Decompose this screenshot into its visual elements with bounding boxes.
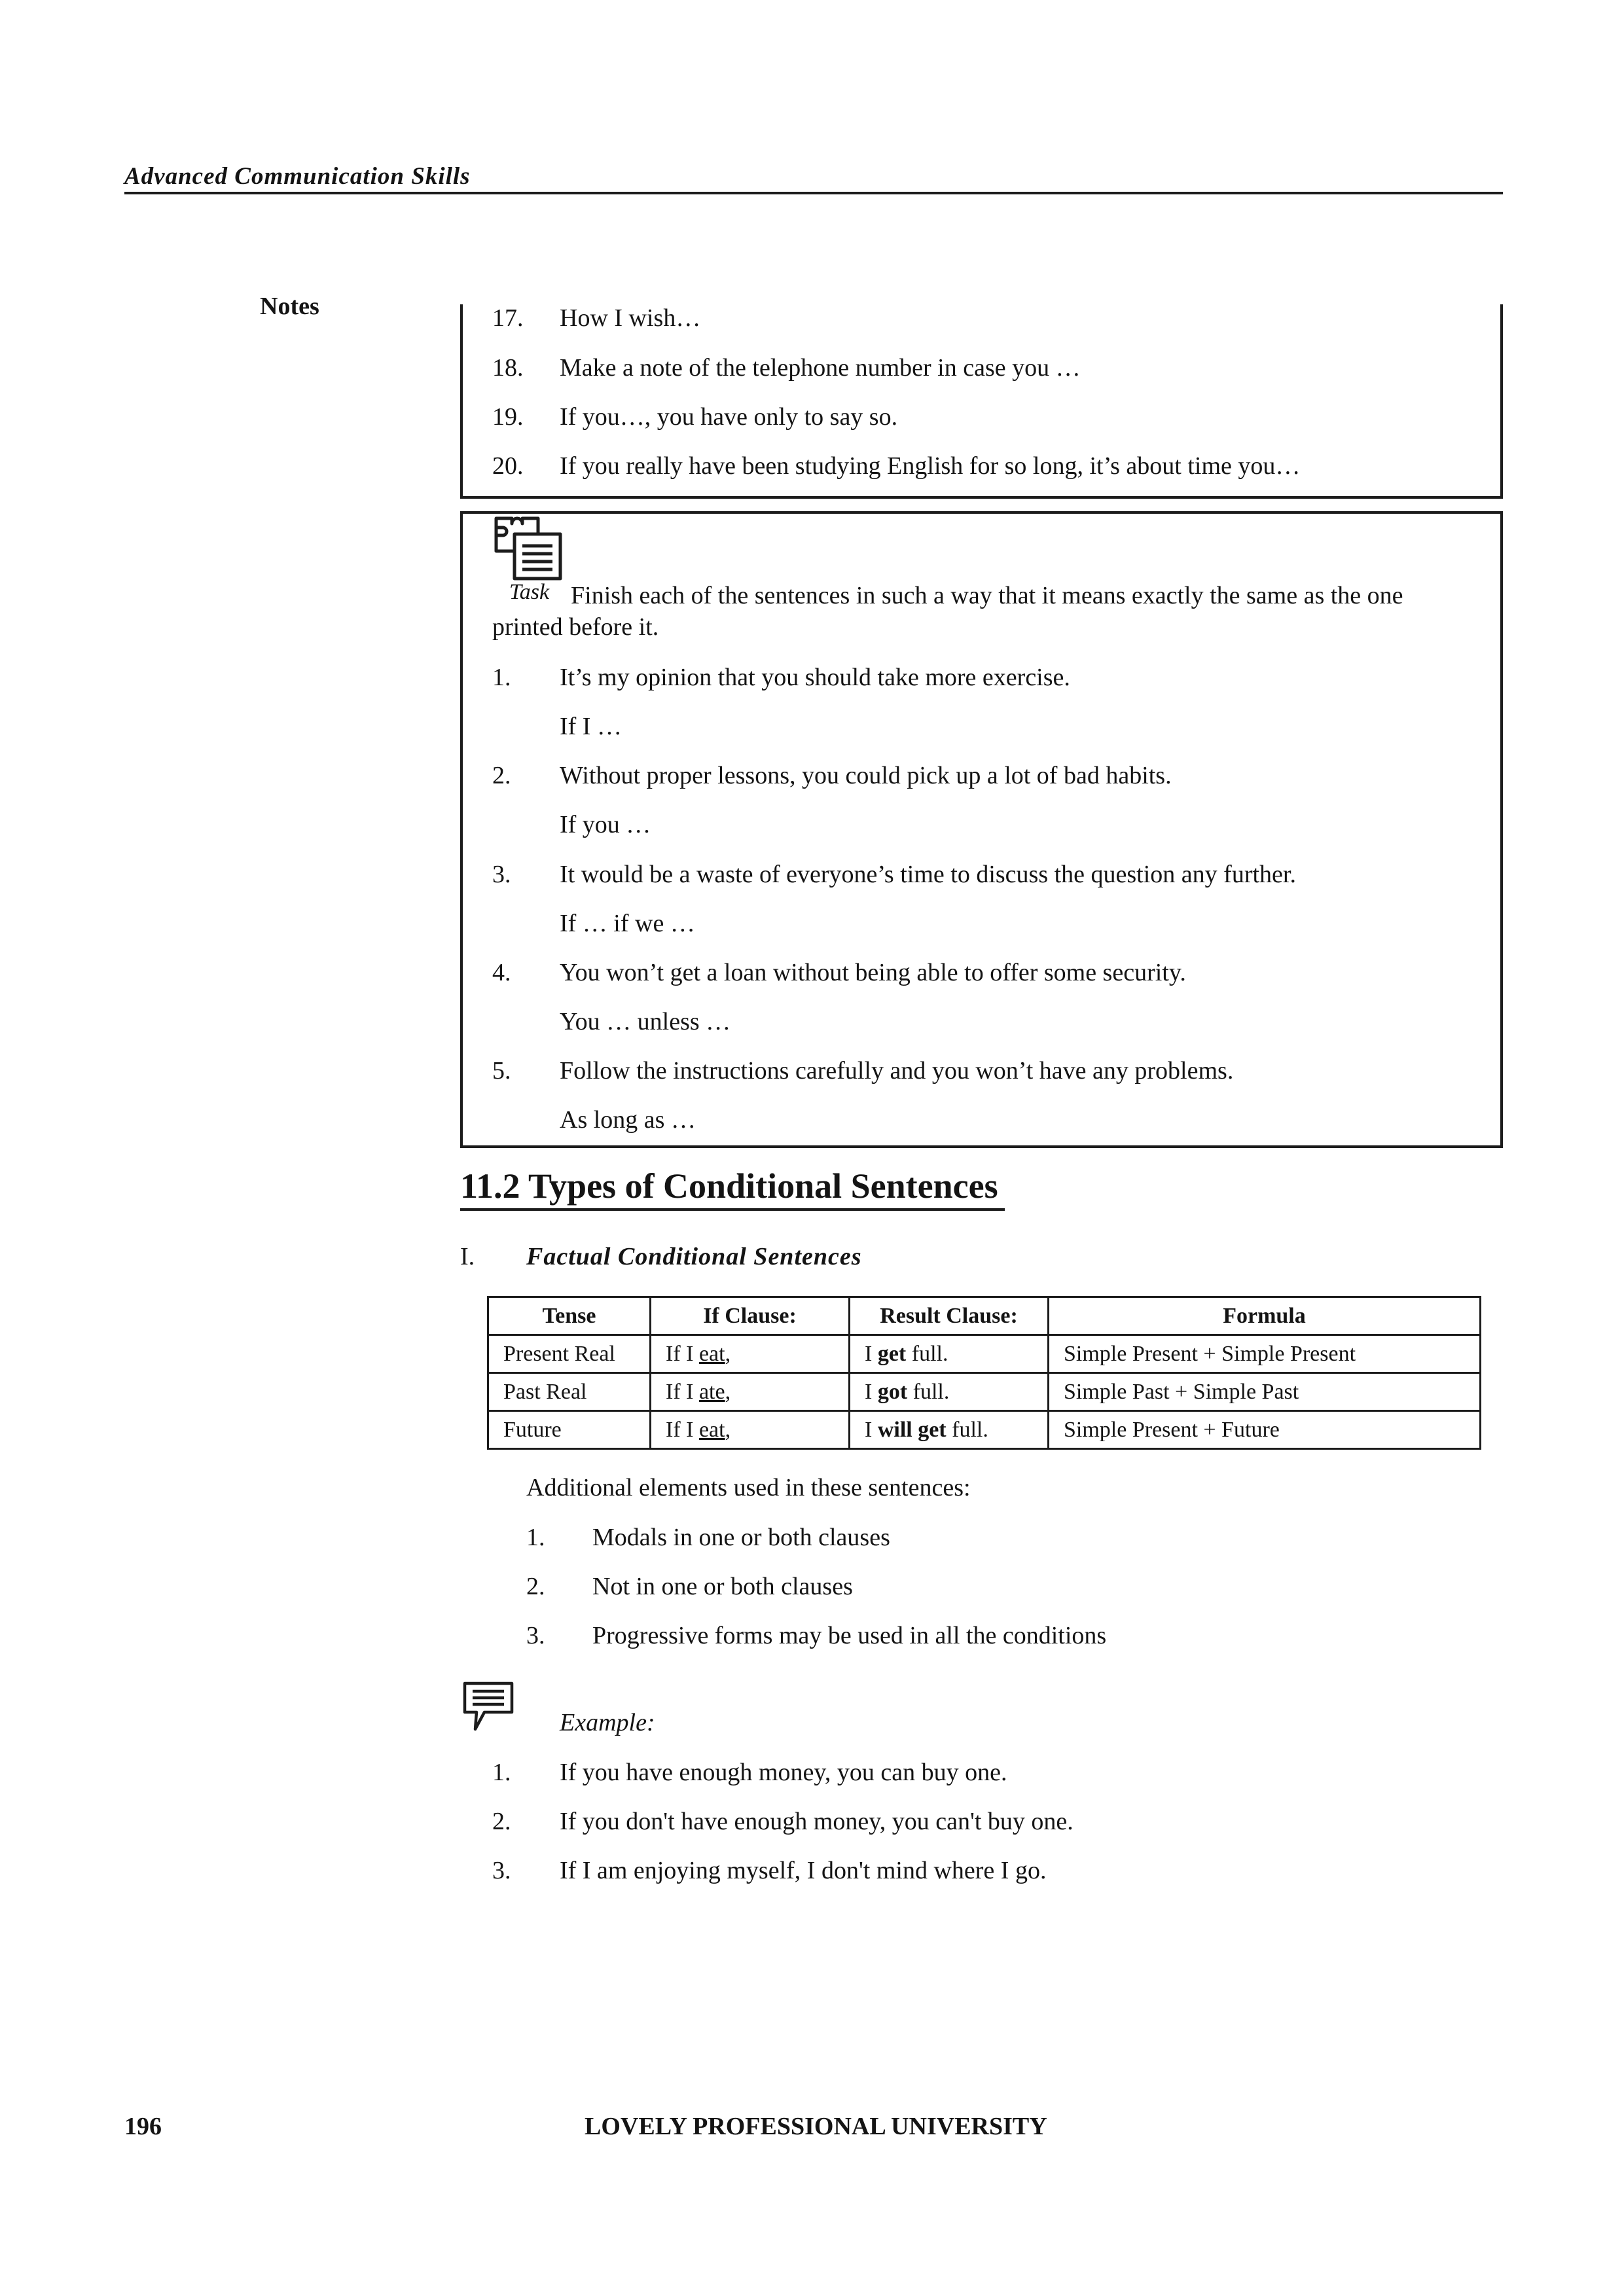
task-item-number: 4. (492, 959, 511, 986)
section-heading-underline (460, 1208, 1005, 1211)
section-heading: 11.2 Types of Conditional Sentences (460, 1166, 998, 1206)
example-item-number: 3. (492, 1857, 511, 1884)
cell-tense: Future (488, 1411, 651, 1449)
cell-if-clause: If I eat, (651, 1335, 850, 1373)
list-item-number: 18. (492, 354, 524, 382)
list-item-text: Make a note of the telephone number in case you … (560, 354, 1081, 382)
task-item-text: You won’t get a loan without being able to offer some security. (560, 959, 1186, 986)
task-item-text: It would be a waste of everyone’s time to discuss the question any further. (560, 861, 1296, 888)
cell-tense: Past Real (488, 1373, 651, 1411)
running-header: Advanced Communication Skills (124, 163, 471, 190)
task-item-number: 2. (492, 762, 511, 789)
task-item-number: 3. (492, 861, 511, 888)
column-header-formula: Formula (1049, 1297, 1481, 1335)
list-item-text: If you really have been studying English for so long, it’s about time you… (560, 452, 1301, 480)
list-item-number: 1. (526, 1524, 545, 1551)
task-item-prompt: As long as … (560, 1106, 696, 1134)
subsection-number: I. (460, 1243, 475, 1270)
list-item-text: Modals in one or both clauses (592, 1524, 890, 1551)
list-item-number: 20. (492, 452, 524, 480)
list-item-number: 17. (492, 304, 524, 332)
table-header-row (488, 1297, 1481, 1335)
list-item-number: 19. (492, 403, 524, 431)
task-instruction: Finish each of the sentences in such a way that it means exactly the same as the one (571, 582, 1403, 609)
cell-formula: Simple Past + Simple Past (1049, 1373, 1481, 1411)
example-item-text: If you don't have enough money, you can't buy one. (560, 1808, 1074, 1835)
task-label: Task (509, 580, 550, 604)
additional-intro: Additional elements used in these sentences: (526, 1474, 971, 1501)
list-item-number: 3. (526, 1622, 545, 1649)
column-header-if-clause: If Clause: (651, 1297, 850, 1335)
example-item-number: 1. (492, 1759, 511, 1786)
conditional-table (487, 1296, 1481, 1450)
margin-notes-label: Notes (260, 293, 319, 320)
list-item-text: How I wish… (560, 304, 701, 332)
list-item-text: Progressive forms may be used in all the conditions (592, 1622, 1107, 1649)
example-label: Example: (560, 1709, 655, 1736)
cell-result-clause: I get full. (850, 1335, 1049, 1373)
list-item-text: If you…, you have only to say so. (560, 403, 898, 431)
cell-if-clause: If I ate, (651, 1373, 850, 1411)
example-item-text: If I am enjoying myself, I don't mind where I go. (560, 1857, 1047, 1884)
cell-tense: Present Real (488, 1335, 651, 1373)
task-item-text: Without proper lessons, you could pick up a lot of bad habits. (560, 762, 1172, 789)
list-item-text: Not in one or both clauses (592, 1573, 853, 1600)
table-row (488, 1373, 1481, 1411)
list-item-number: 2. (526, 1573, 545, 1600)
example-item-text: If you have enough money, you can buy one. (560, 1759, 1007, 1786)
task-item-number: 1. (492, 664, 511, 691)
table-row (488, 1411, 1481, 1449)
task-item-text: Follow the instructions carefully and you won’t have any problems. (560, 1057, 1234, 1085)
cell-formula: Simple Present + Future (1049, 1411, 1481, 1449)
task-item-text: It’s my opinion that you should take more exercise. (560, 664, 1070, 691)
cell-formula: Simple Present + Simple Present (1049, 1335, 1481, 1373)
cell-result-clause: I will get full. (850, 1411, 1049, 1449)
task-puzzle-icon (492, 514, 564, 581)
task-item-prompt: If you … (560, 811, 651, 838)
task-instruction-continued: printed before it. (492, 613, 659, 641)
column-header-result-clause: Result Clause: (850, 1297, 1049, 1335)
footer-university: LOVELY PROFESSIONAL UNIVERSITY (585, 2113, 1047, 2140)
task-item-prompt: You … unless … (560, 1008, 731, 1035)
task-item-prompt: If I … (560, 713, 622, 740)
table-row (488, 1335, 1481, 1373)
example-speech-icon (462, 1681, 514, 1732)
cell-if-clause: If I eat, (651, 1411, 850, 1449)
page-number: 196 (124, 2113, 162, 2140)
subsection-title: Factual Conditional Sentences (526, 1243, 862, 1270)
example-item-number: 2. (492, 1808, 511, 1835)
column-header-tense: Tense (488, 1297, 651, 1335)
header-rule (124, 192, 1503, 194)
cell-result-clause: I got full. (850, 1373, 1049, 1411)
task-item-number: 5. (492, 1057, 511, 1085)
task-item-prompt: If … if we … (560, 910, 695, 937)
